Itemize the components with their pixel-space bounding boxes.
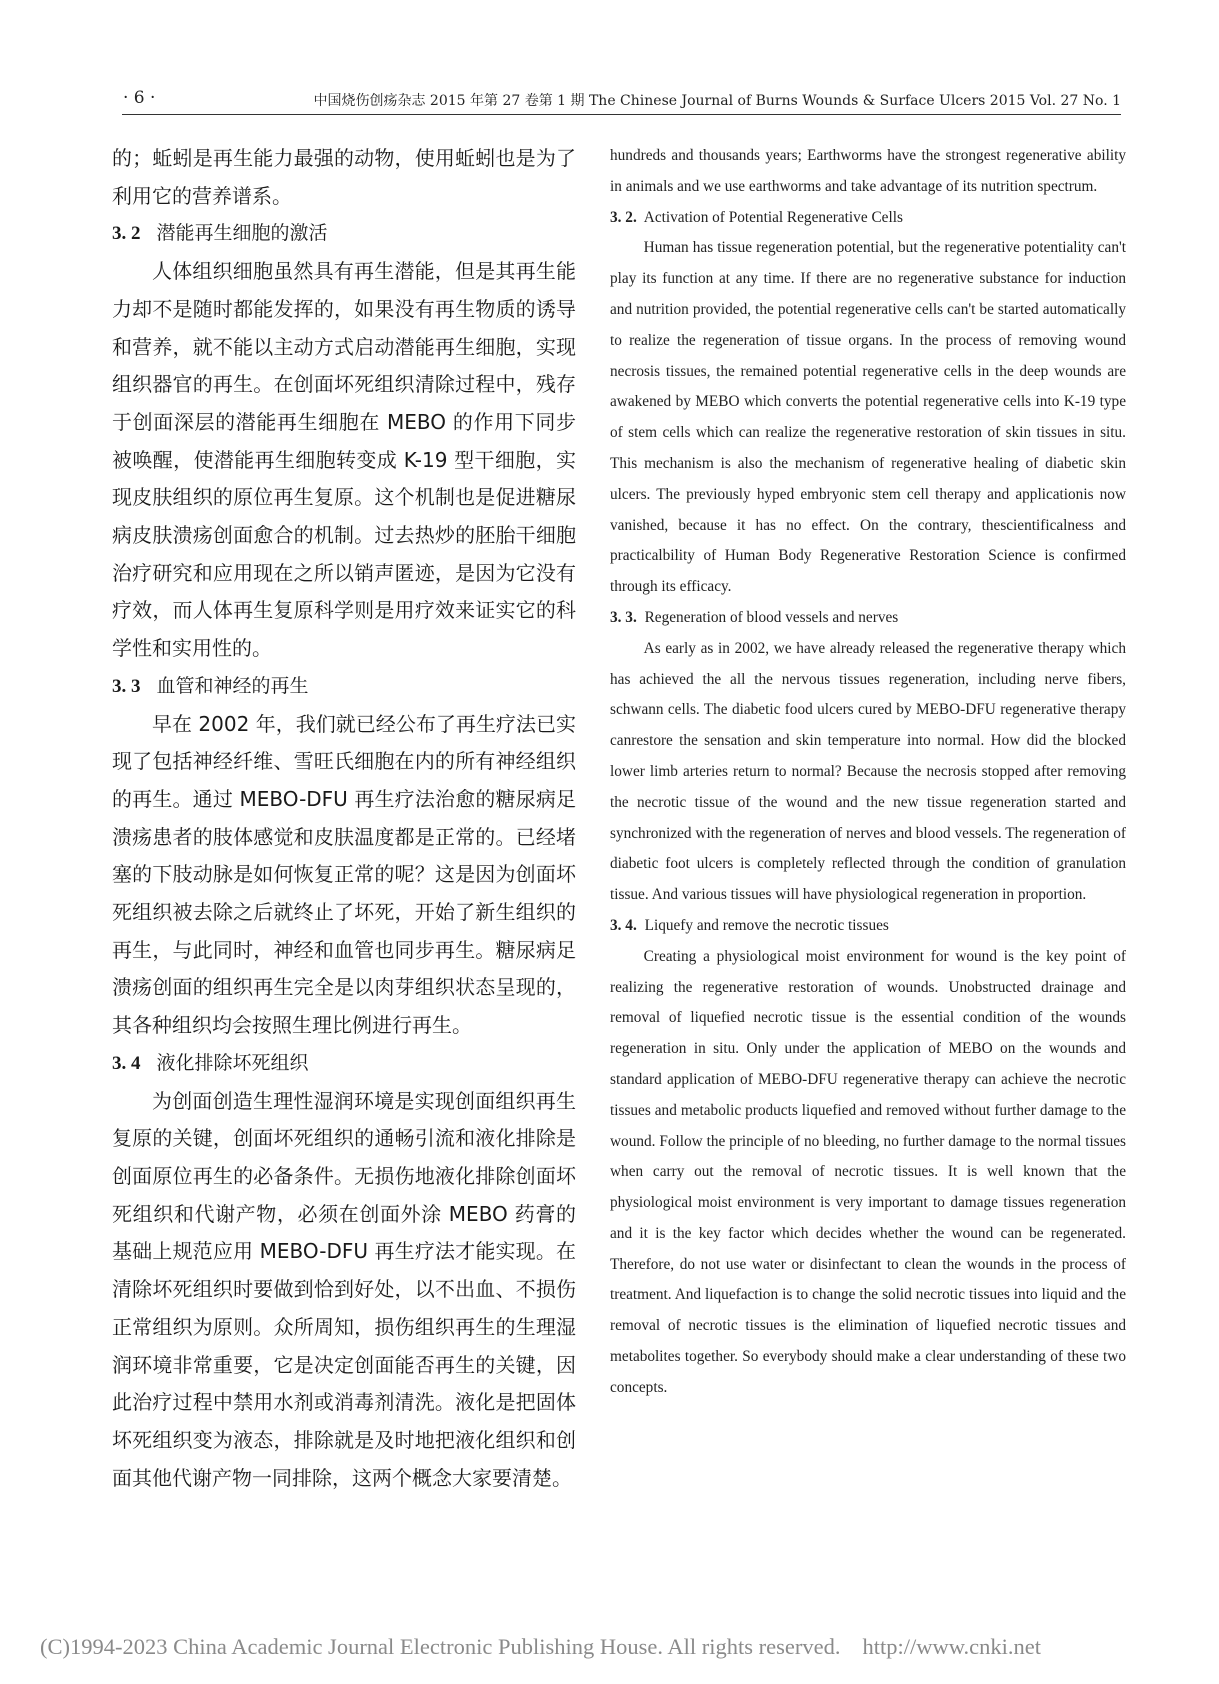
en-heading-title: Activation of Potential Regenerative Cells bbox=[643, 208, 903, 226]
zh-paragraph-3-4: 为创面创造生理性湿润环境是实现创面组织再生复原的关键，创面坏死组织的通畅引流和液化排除是创面原位再生的必备条件。无损伤地液化排除创面坏死组织和代谢产物，必须在创面外涂 MEBO 药膏的基础上规范应用 MEBO-DFU 再生疗法才能实现。在清除坏死组织时要做到恰到好处，以不出血、不损伤正常组织为原则。众所周知，损伤组织再生的生理湿润环境非常重要，它是决定创面能否再生的关键，因此治疗过程中禁用水剂或消毒剂清洗。液化是把固体坏死组织变为液态，排除就是及时地把液化组织和创面其他代谢产物一同排除，这两个概念大家要清楚。 bbox=[112, 1088, 576, 1490]
zh-paragraph-3-2: 人体组织细胞虽然具有再生潜能，但是其再生能力却不是随时都能发挥的，如果没有再生物质的诱导和营养，就不能以主动方式启动潜能再生细胞，实现组织器官的再生。在创面坏死组织清除过程中，残存于创面深层的潜能再生细胞在 MEBO 的作用下同步被唤醒，使潜能再生细胞转变成 K-19 型干细胞，实现皮肤组织的原位再生复原。这个机制也是促进糖尿病皮肤溃疡创面愈合的机制。过去热炒的胚胎干细胞治疗研究和应用现在之所以销声匿迹，是因为它没有疗效，而人体再生复原科学则是用疗效来证实它的科学性和实用性的。 bbox=[112, 259, 576, 661]
cnki-link[interactable]: http://www.cnki.net bbox=[862, 1634, 1042, 1659]
zh-heading-number: 3. 3 bbox=[112, 675, 141, 697]
page-number: · 6 · bbox=[123, 88, 156, 108]
zh-heading-title: 血管和神经的再生 bbox=[156, 674, 309, 697]
en-paragraph-3-4: Creating a physiological moist environment for wound is the key point of realizing the regenerative restoration of wounds. Unobstructed drainage and removal of liquefied necrotic tissue is the essential condition of the wounds regeneration in situ. Only under the application of MEBO on the wounds and standard application of MEBO-DFU regenerative therapy can achieve the necrotic tissues and metabolic products liquefied and removed without further damage to the wound. Follow the principle of no bleeding, no further damage to the normal tissues when carry out the removal of necrotic tissues. It is well known that the physiological moist environment is very important to damage tissues regeneration and it is the key factor which decides whether the wound can be regenerated. Therefore, do not use water or disinfectant to clean the wounds in the process of treatment. And liquefaction is to change the solid necrotic tissues into liquid and the removal of necrotic tissues is the elimination of liquefied necrotic tissues and metabolites together. So everybody should make a clear understanding of these two concepts. bbox=[610, 947, 1126, 1396]
en-heading-3-3 bbox=[610, 603, 1126, 634]
header-rule bbox=[122, 114, 1121, 115]
zh-heading-number: 3. 4 bbox=[112, 1052, 141, 1074]
zh-paragraph-3-3: 早在 2002 年，我们就已经公布了再生疗法已实现了包括神经纤维、雪旺氏细胞在内的所有神经组织的再生。通过 MEBO-DFU 再生疗法治愈的糖尿病足溃疡患者的肢体感觉和皮肤温度都是正常的。已经堵塞的下肢动脉是如何恢复正常的呢？这是因为创面坏死组织被去除之后就终止了坏死，开始了新生组织的再生，与此同时，神经和血管也同步再生。糖尿病足溃疡创面的组织再生完全是以肉芽组织状态呈现的，其各种组织均会按照生理比例进行再生。 bbox=[112, 711, 576, 1038]
zh-heading-3-2 bbox=[112, 215, 576, 253]
en-heading-number: 3. 3. bbox=[610, 608, 637, 626]
zh-heading-3-4 bbox=[112, 1045, 576, 1083]
copyright-text: (C)1994-2023 China Academic Journal Electronic Publishing House. All rights reserved. bbox=[40, 1634, 841, 1659]
english-column bbox=[610, 141, 1126, 1601]
en-paragraph-3-2: Human has tissue regeneration potential, but the regenerative potentiality can't play its function at any time. If there are no regenerative substance for induction and nutrition provided, the potential regenerative cells can't be started automatically to realize the regeneration of tissue organs. In the process of removing wound necrosis tissues, the remained potential regenerative cells in the deep wounds are awakened by MEBO which converts the potential regenerative cells into K-19 type of stem cells which can realize the regenerative restoration of skin tissues in situ. This mechanism is also the mechanism of regenerative healing of diabetic skin ulcers. The previously hyped embryonic stem cell therapy and applicationis now vanished, because it has no effect. On the contrary, thescientificalness and practicalbility of Human Body Regenerative Restoration Science is confirmed through its efficacy. bbox=[610, 239, 1126, 596]
zh-heading-title: 液化排除坏死组织 bbox=[156, 1051, 309, 1074]
chinese-column bbox=[112, 140, 576, 1600]
en-paragraph-3-3: As early as in 2002, we have already released the regenerative therapy which has achieved the all the nervous tissues regeneration, including nerve fibers, schwann cells. The diabetic food ulcers cured by MEBO-DFU regenerative therapy canrestore the sensation and skin temperature into normal. How did the blocked lower limb arteries return to normal? Because the necrosis stopped after removing the necrotic tissue of the wound and the new tissue regeneration started and synchronized with the regeneration of nerves and blood vessels. The regeneration of diabetic foot ulcers is completely reflected through the condition of granulation tissue. And various tissues will have physiological regeneration in proportion. bbox=[610, 639, 1126, 904]
page-header bbox=[123, 88, 1121, 114]
en-heading-3-4 bbox=[610, 911, 1126, 942]
en-heading-title: Liquefy and remove the necrotic tissues bbox=[644, 916, 889, 934]
en-heading-3-2 bbox=[610, 203, 1126, 234]
en-heading-number: 3. 2. bbox=[610, 208, 637, 226]
zh-heading-3-3 bbox=[112, 668, 576, 706]
zh-heading-number: 3. 2 bbox=[112, 223, 141, 245]
en-heading-title: Regeneration of blood vessels and nerves bbox=[644, 608, 899, 626]
copyright-footer bbox=[40, 1634, 1190, 1660]
zh-paragraph-continued: 的；蚯蚓是再生能力最强的动物，使用蚯蚓也是为了利用它的营养谱系。 bbox=[112, 146, 576, 208]
running-head: 中国烧伤创疡杂志 2015 年第 27 卷第 1 期 The Chinese Journal of Burns Wounds & Surface Ulcers 2015 Vol. 27 No. 1 bbox=[313, 93, 1121, 109]
en-heading-number: 3. 4. bbox=[610, 916, 637, 934]
zh-heading-title: 潜能再生细胞的激活 bbox=[156, 222, 328, 245]
en-paragraph-continued: hundreds and thousands years; Earthworms have the strongest regenerative ability in animals and we use earthworms and take advantage of its nutrition spectrum. bbox=[610, 147, 1126, 195]
